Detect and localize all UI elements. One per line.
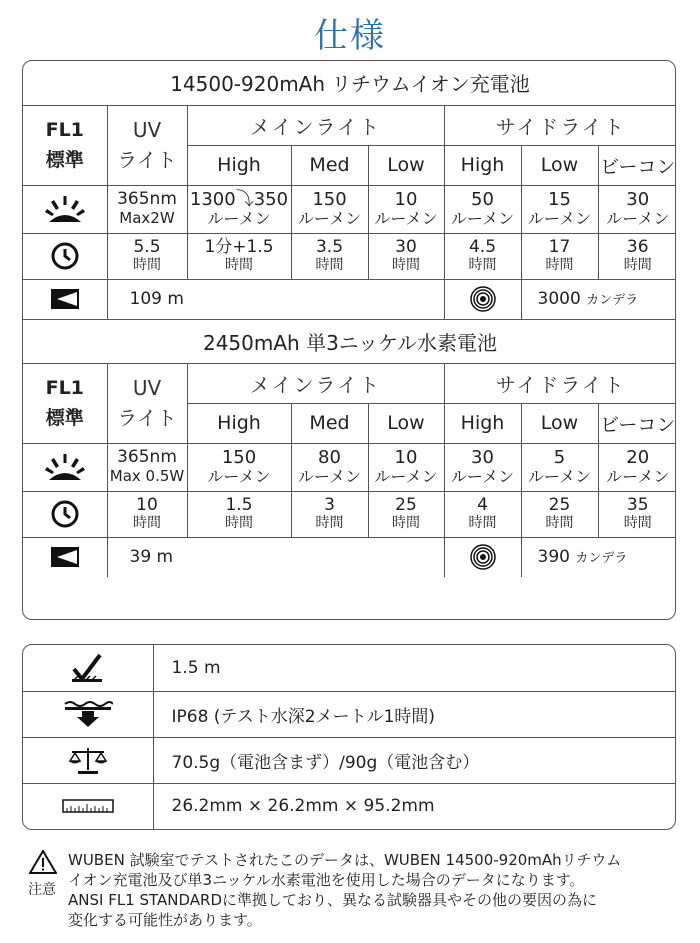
output-cell: 150 ルーメン [291, 185, 368, 233]
level-cell: Med [291, 145, 368, 185]
level-cell: Med [291, 403, 368, 443]
sun-burst-icon [23, 443, 107, 491]
battery1-header: 14500-920mAh リチウムイオン充電池 [23, 61, 676, 105]
output-cell: 365nm Max2W [107, 185, 187, 233]
warning-icon [28, 850, 58, 879]
runtime-cell: 25 時間 [368, 491, 444, 537]
weight-value: 70.5g（電池含まず）/90g（電池含む） [153, 737, 675, 783]
output-cell: 30 ルーメン [598, 185, 676, 233]
runtime-cell: 35 時間 [598, 491, 676, 537]
runtime-cell: 10 時間 [107, 491, 187, 537]
battery2-standard: FL1 標準 [23, 363, 107, 443]
output-cell: 80 ルーメン [291, 443, 368, 491]
page-title: 仕様 [314, 16, 386, 56]
beam-distance-icon [23, 537, 107, 577]
output-cell: 20 ルーメン [598, 443, 676, 491]
output-cell: 1300⤵350 ルーメン [187, 185, 291, 233]
battery1-side-light: サイドライト [444, 105, 676, 145]
level-cell: Low [368, 403, 444, 443]
output-cell: 10 ルーメン [368, 443, 444, 491]
note-text: WUBEN 試験室でテストされたこのデータは、WUBEN 14500-920mAhリチウム イオン充電池及び単3ニッケル水素電池を使用した場合のデータになります。 ANSI FL1 STANDARDに準拠しており、異なる試験器具やその他の要因の為に 変化する可能性があります。 [68, 851, 622, 929]
output-cell: 5 ルーメン [521, 443, 598, 491]
waterproof-value: IP68 (テスト水深2メートル1時間) [153, 691, 675, 737]
battery2-distance: 39 m [107, 537, 444, 577]
level-cell: Low [368, 145, 444, 185]
battery2-intensity: 390 カンデラ [521, 537, 676, 577]
level-cell: ビーコン [598, 145, 676, 185]
runtime-cell: 4 時間 [444, 491, 521, 537]
level-cell: High [444, 145, 521, 185]
runtime-cell: 17 時間 [521, 233, 598, 279]
ruler-icon [23, 783, 153, 829]
note-label: 注意 [28, 882, 56, 898]
runtime-cell: 3 時間 [291, 491, 368, 537]
level-cell: High [187, 145, 291, 185]
scale-icon [23, 737, 153, 783]
physical-spec-table [22, 644, 676, 830]
size-value: 26.2mm × 26.2mm × 95.2mm [153, 783, 675, 829]
battery1-intensity: 3000 カンデラ [521, 279, 676, 319]
target-intensity-icon [444, 537, 521, 577]
battery2-uv-label: UV ライト [107, 363, 187, 443]
runtime-cell: 1.5 時間 [187, 491, 291, 537]
spec-table [22, 60, 676, 620]
runtime-cell: 1分+1.5 時間 [187, 233, 291, 279]
output-cell: 30 ルーメン [444, 443, 521, 491]
level-cell: Low [521, 145, 598, 185]
battery1-main-light: メインライト [187, 105, 444, 145]
target-intensity-icon [444, 279, 521, 319]
beam-distance-icon [23, 279, 107, 319]
output-cell: 150 ルーメン [187, 443, 291, 491]
output-cell: 10 ルーメン [368, 185, 444, 233]
battery1-uv-label: UV ライト [107, 105, 187, 185]
level-cell: High [444, 403, 521, 443]
battery2-main-light: メインライト [187, 363, 444, 403]
level-cell: High [187, 403, 291, 443]
runtime-cell: 25 時間 [521, 491, 598, 537]
level-cell: Low [521, 403, 598, 443]
waterproof-icon [23, 691, 153, 737]
clock-icon [23, 233, 107, 279]
runtime-cell: 36 時間 [598, 233, 676, 279]
impact-check-icon [23, 645, 153, 691]
runtime-cell: 5.5 時間 [107, 233, 187, 279]
runtime-cell: 3.5 時間 [291, 233, 368, 279]
battery2-header: 2450mAh 単3ニッケル水素電池 [23, 319, 676, 363]
battery2-side-light: サイドライト [444, 363, 676, 403]
output-cell: 365nm Max 0.5W [107, 443, 187, 491]
runtime-cell: 4.5 時間 [444, 233, 521, 279]
level-cell: ビーコン [598, 403, 676, 443]
output-cell: 50 ルーメン [444, 185, 521, 233]
battery1-distance: 109 m [107, 279, 444, 319]
battery1-standard: FL1 標準 [23, 105, 107, 185]
impact-resistance-value: 1.5 m [153, 645, 675, 691]
clock-icon [23, 491, 107, 537]
sun-burst-icon [23, 185, 107, 233]
runtime-cell: 30 時間 [368, 233, 444, 279]
output-cell: 15 ルーメン [521, 185, 598, 233]
